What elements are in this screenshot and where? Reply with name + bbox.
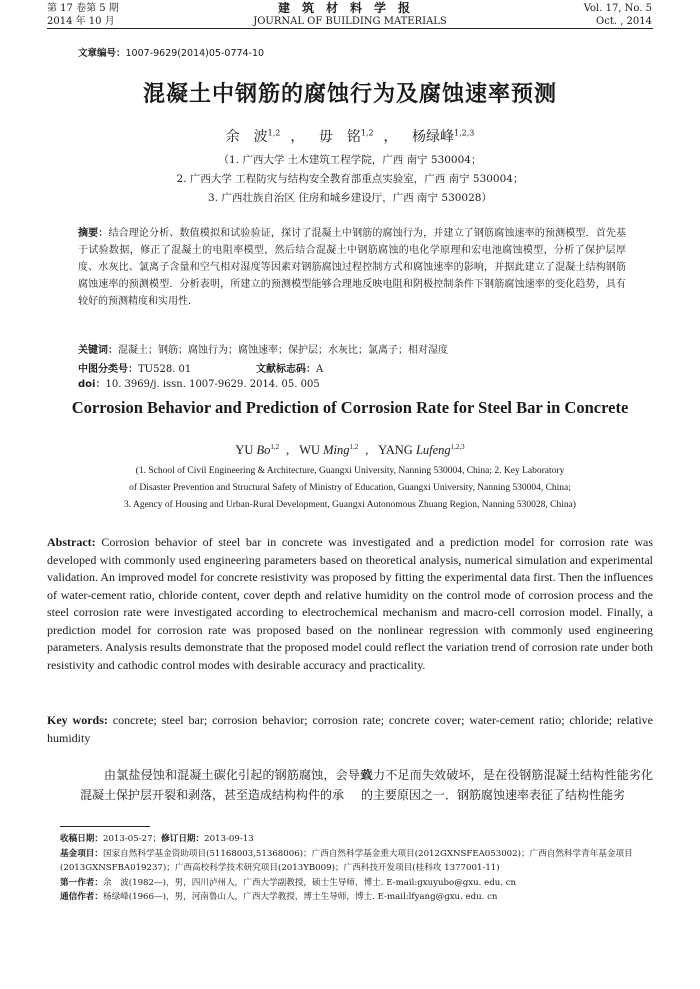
abstract-text-en: Corrosion behavior of steel bar in concrete was investigated and a prediction model for corrosion rate was developed with commonly used engineering parameters based on theoretical analysis, numerical simulation and experimental validation. An improved model for concrete resistivity was proposed by fitting the experimental data first. Then the influences of water-cement ratio, chloride content, cover depth and relative humidity on the control mode of corrosion process and the steel corrosion rate were investigated according to electrochemical mechanism and macro-cell corrosion model. Finally, a prediction model for corrosion rate was proposed based on the nonlinear regression with commonly used engineering parameters. Analysis results demonstrate that the proposed model could reflect the variation trend of corrosion rate under both resistivity and cathodic control modes with desirable accuracy and practicality.: [47, 535, 653, 672]
author-affiliation-mark: 1,2,3: [454, 128, 475, 138]
corresponding-author-text: 杨绿峰(1966—)，男，河南鲁山人，广西大学教授，博士生导师，博士. E-mail:lfyang@gxu. edu. cn: [102, 892, 498, 902]
keywords-text-cn: 混凝土；钢筋；腐蚀行为；腐蚀速率；保护层；水灰比；氯离子；相对湿度: [118, 345, 448, 356]
body-text-left-column: 由氯盐侵蚀和混凝土碳化引起的钢筋腐蚀，会导致混凝土保护层开裂和剥落，甚至造成结构构件的承: [80, 768, 372, 802]
author-name: 毋 铭: [318, 129, 361, 145]
abstract-cn: [78, 225, 626, 310]
affiliation-cn: 2. 广西大学 工程防灾与结构安全教育部重点实验室，广西 南宁 530004；: [176, 173, 524, 185]
running-header: [0, 2, 700, 30]
footnote-rule: [60, 826, 150, 827]
authors-en: YU Bo$^{1,2}$ , WU Ming$^{1,2}$ , YANG Lufeng$^{1,2,3}$: [235, 443, 465, 458]
author-family-name: WU: [299, 443, 321, 458]
author-family-name: YU: [235, 443, 254, 458]
article-number: [78, 45, 264, 59]
date-en: Oct. , 2014: [596, 16, 652, 27]
clc-value: TU528. 01: [138, 364, 192, 375]
first-author-label: 第一作者：: [60, 877, 103, 888]
keywords-en: [47, 712, 653, 747]
journal-name: [150, 2, 550, 28]
affiliation-en: 3. Agency of Housing and Urban-Rural Development, Guangxi Autonomous Zhuang Region, Nanning 530028, China): [124, 500, 576, 510]
issue-info-en: [584, 2, 652, 28]
affiliation-cn: （1. 广西大学 土木建筑工程学院，广西 南宁 530004；: [218, 154, 482, 166]
affiliation-en: (1. School of Civil Engineering & Architecture, Guangxi University, Nanning 530004, China; 2. Key Laboratory: [135, 466, 565, 476]
abstract-label-en: Abstract:: [47, 535, 96, 549]
body-text-right-column: 载力不足而失效破坏，是在役钢筋混凝土结构性能劣化的主要原因之一．钢筋腐蚀速率表征了结构性能劣: [361, 768, 653, 802]
doc-code-label: 文献标志码：: [256, 364, 316, 375]
author-given-name: Bo: [256, 443, 271, 458]
first-author-text: 余 波(1982—)，男，四川泸州人，广西大学副教授，硕士生导师，博士. E-mail:gxuyubo@gxu. edu. cn: [102, 877, 517, 888]
affiliation-en: of Disaster Prevention and Structural Safety of Ministry of Education, Guangxi University, Nanning 530004, China;: [129, 483, 571, 493]
author-affiliation-mark: 1,2: [360, 128, 374, 138]
author-affiliation-mark: 1,2: [270, 443, 280, 451]
date-cn: 2014 年 10 月: [47, 16, 115, 27]
volume-issue-cn: 第 17 卷第 5 期: [47, 3, 119, 14]
author-name: 余 波: [225, 129, 268, 145]
corresponding-author-label: 通信作者：: [60, 892, 103, 902]
abstract-en: [47, 534, 653, 674]
journal-name-en: JOURNAL OF BUILDING MATERIALS: [253, 16, 447, 27]
doi-value: 10. 3969/j. issn. 1007-9629. 2014. 05. 005: [105, 379, 320, 390]
funding-text: 国家自然科学基金资助项目(51168003,51368006)；广西自然科学基金重大项目(2012GXNSFEA053002)；广西自然科学青年基金项目(2013GXNSFBA019237)；广西高校科学技术研究项目(2013YB009)；广西科技开发项目(桂科攻 1377001-11): [60, 848, 633, 873]
author-affiliation-mark: 1,2: [349, 443, 359, 451]
footnote-dates: [60, 832, 653, 847]
doi-label: doi：: [78, 379, 106, 390]
author-given-name: Lufeng: [415, 443, 451, 458]
keywords-text-en: concrete; steel bar; corrosion behavior; corrosion rate; concrete cover; water-cement ratio; chloride; relative humidity: [47, 713, 653, 745]
keywords-label-en: Key words:: [47, 713, 108, 727]
article-number-value: 1007-9629(2014)05-0774-10: [125, 48, 265, 59]
received-label: 收稿日期：: [60, 834, 103, 844]
issue-info: [47, 2, 119, 28]
footnote-corresponding-author: [60, 890, 653, 905]
journal-name-cn: 建筑材料学报: [277, 1, 422, 15]
revised-date: 2013-09-13: [204, 834, 254, 844]
header-rule: [47, 28, 653, 29]
abstract-label-cn: 摘要：: [78, 228, 109, 239]
funding-label: 基金项目：: [60, 848, 103, 859]
article-number-label: 文章编号：: [78, 48, 126, 59]
doc-code-value: A: [316, 364, 324, 375]
revised-label: 修订日期：: [161, 834, 205, 844]
title-cn: 混凝土中钢筋的腐蚀行为及腐蚀速率预测: [142, 82, 557, 107]
authors-cn: 余 波$^{1,2}$ ， 毋 铭$^{1,2}$ ， 杨绿峰$^{1,2,3}$: [225, 128, 475, 145]
abstract-text-cn: 结合理论分析、数值模拟和试验验证，探讨了混凝土中钢筋的腐蚀行为，并建立了钢筋腐蚀速率的预测模型．首先基于试验数据，修正了混凝土的电阻率模型，然后结合混凝土中钢筋腐蚀的电化学原理和宏电池腐蚀模型，分析了保护层厚度、水灰比、氯离子含量和空气相对湿度等因素对钢筋腐蚀过程控制方式和腐蚀速率的影响，并据此建立了混凝土结构钢筋腐蚀速率的预测模型．分析表明，所建立的预测模型能够合理地反映电阻和阴极控制条件下钢筋腐蚀速率的变化趋势，具有较好的预测精度和实用性．: [78, 228, 626, 307]
author-affiliation-mark: 1,2: [267, 128, 281, 138]
footnote-funding: [60, 847, 653, 876]
title-en: Corrosion Behavior and Prediction of Corrosion Rate for Steel Bar in Concrete: [71, 398, 629, 417]
affiliation-cn: 3. 广西壮族自治区 住房和城乡建设厅，广西 南宁 530028）: [208, 192, 492, 204]
author-given-name: Ming: [323, 443, 350, 458]
footnote-first-author: [60, 876, 653, 891]
volume-issue-en: Vol. 17, No. 5: [583, 3, 652, 14]
author-affiliation-mark: 1,2,3: [450, 443, 465, 451]
clc-label: 中图分类号：: [78, 364, 138, 375]
keywords-cn: [78, 341, 626, 356]
author-family-name: YANG: [378, 443, 413, 458]
author-name: 杨绿峰: [412, 129, 454, 145]
footnotes: [60, 832, 653, 905]
received-date: 2013-05-27；: [102, 834, 162, 844]
classification-line: [78, 360, 626, 390]
keywords-label-cn: 关键词：: [78, 345, 118, 356]
